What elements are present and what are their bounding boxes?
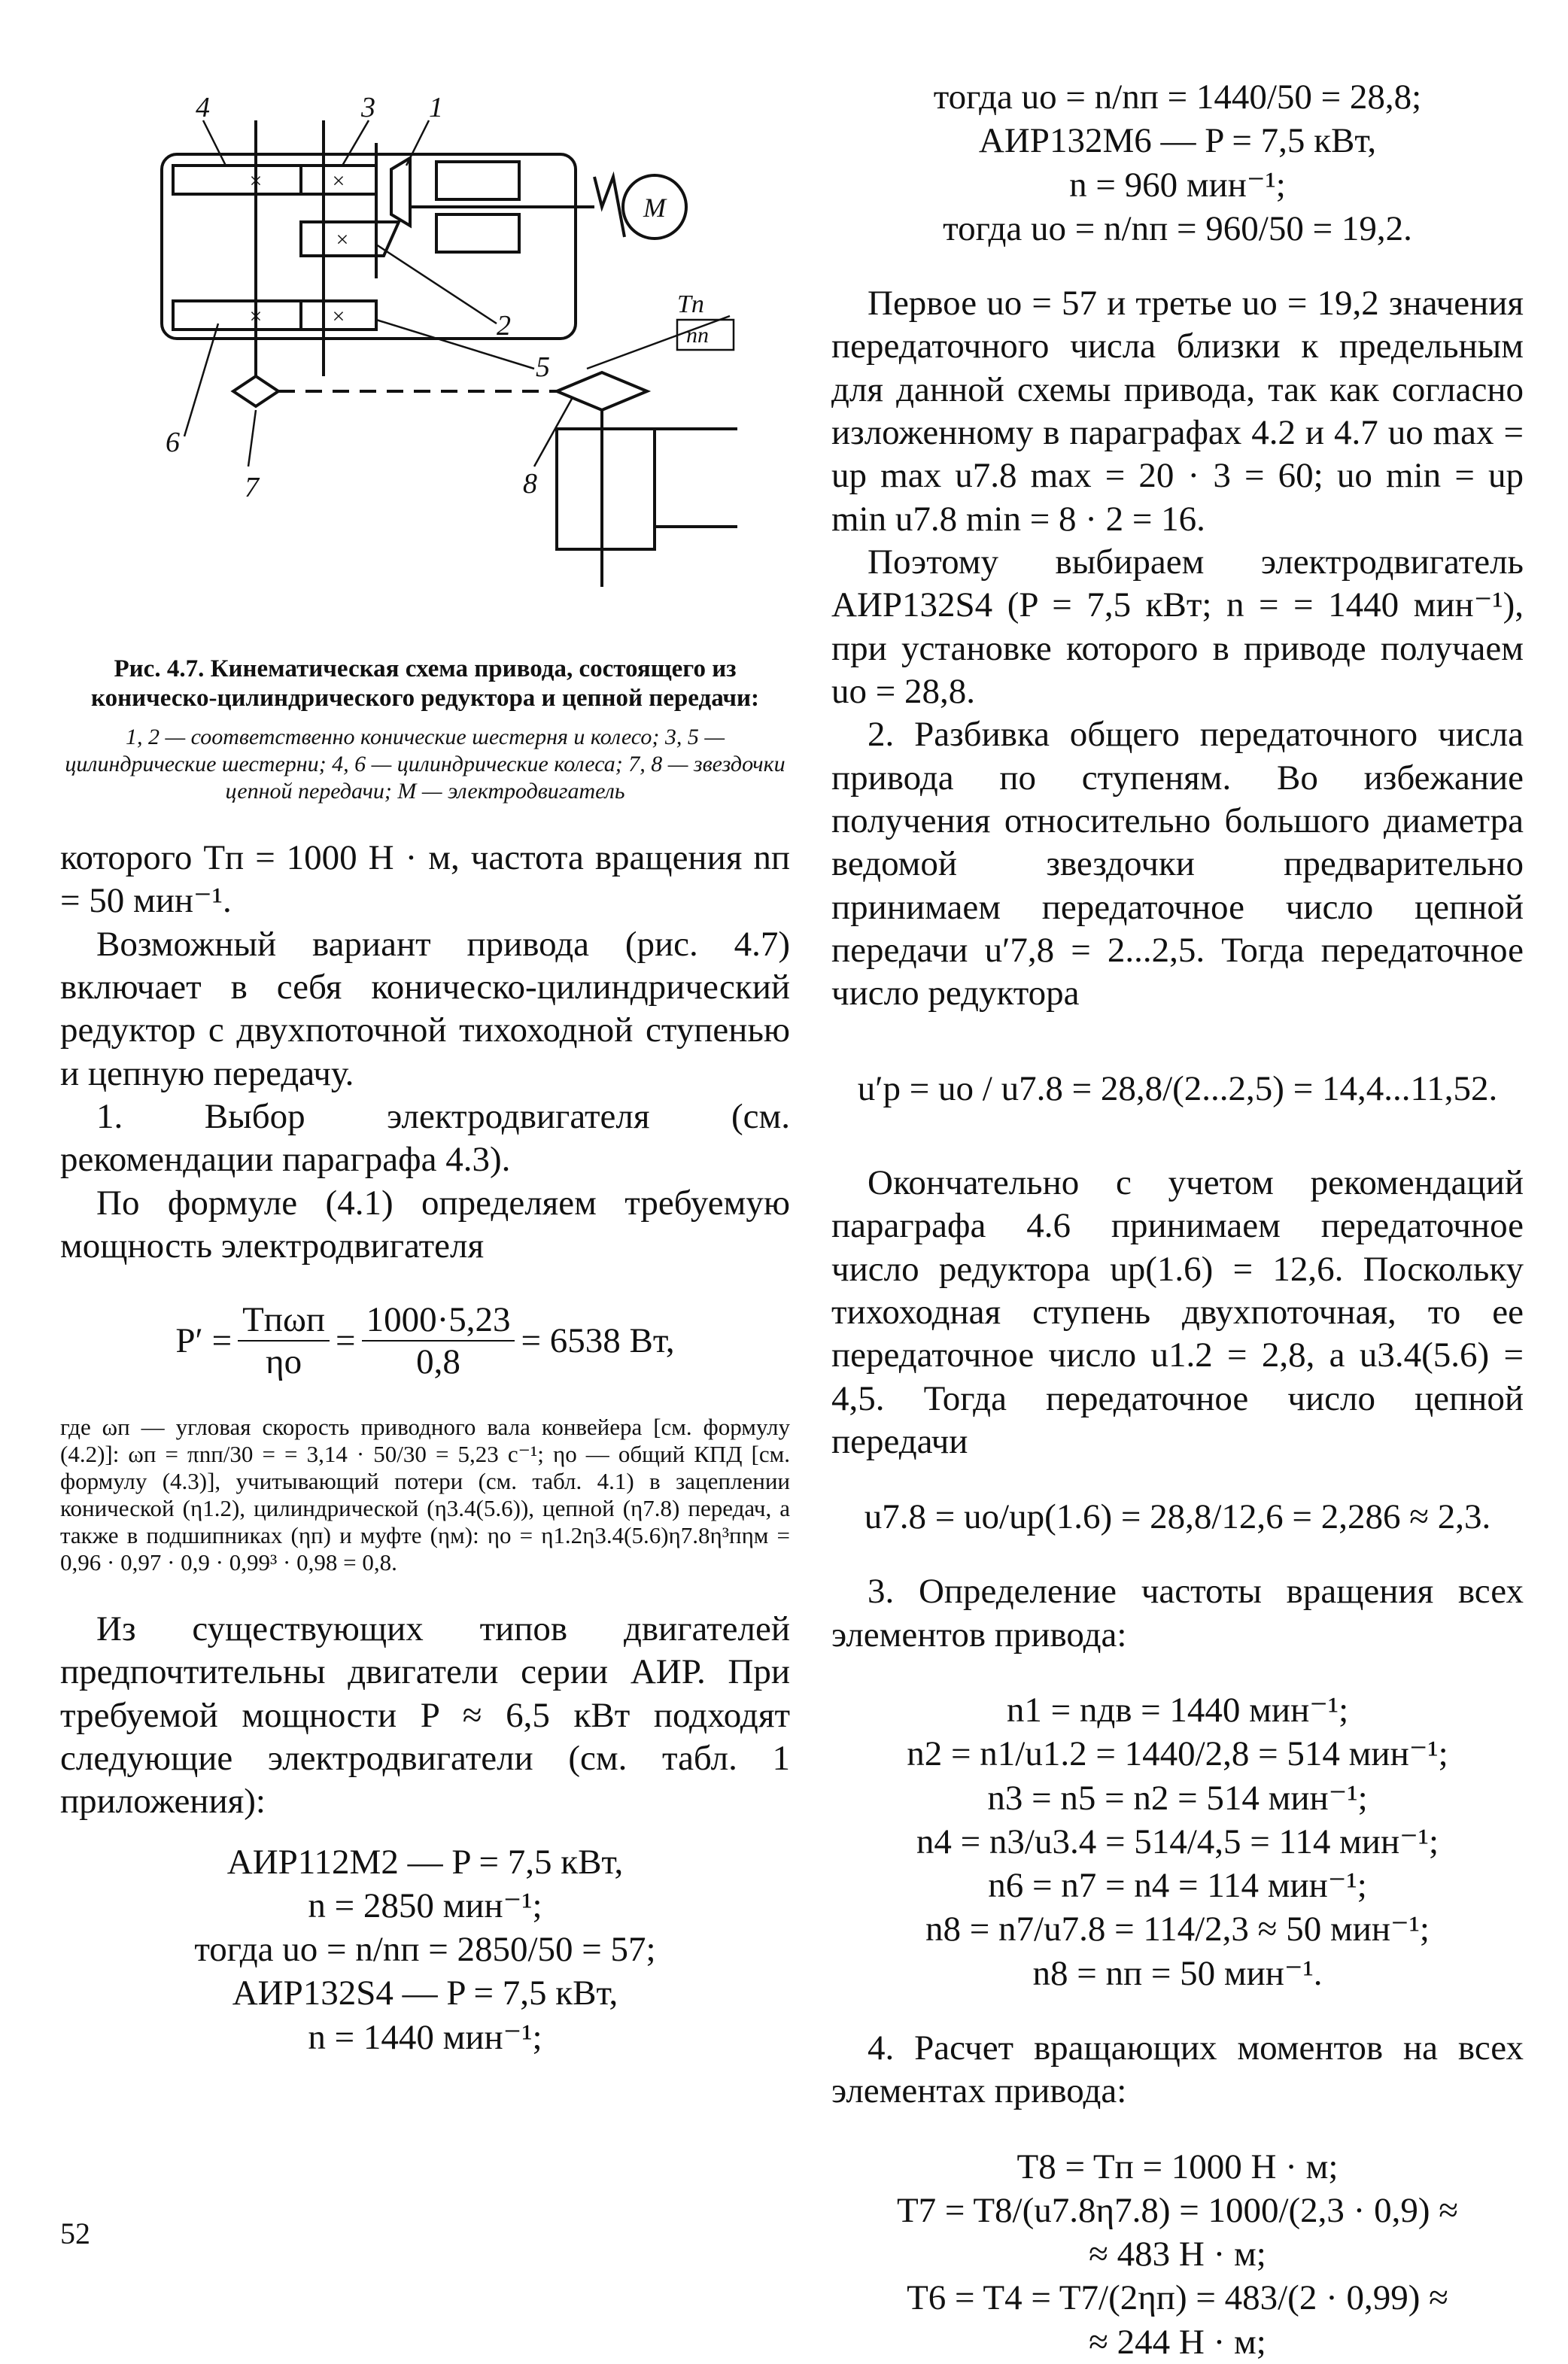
figure-caption-title: Рис. 4.7. Кинематическая схема привода, состоящего из коническо-цилиндрического редуктора и цепной передачи: xyxy=(91,655,759,712)
paragraph: По формуле (4.1) определяем требуемую мощность электродвигателя xyxy=(60,1183,790,1266)
torque-line: T7 = T8/(u7.8η7.8) = 1000/(2,3 · 0,9) ≈ xyxy=(896,2190,1459,2230)
svg-text:×: × xyxy=(332,169,345,193)
eq-den-1: ηо xyxy=(266,1342,302,1382)
label-3: 3 xyxy=(361,92,375,123)
kinematic-diagram xyxy=(75,75,752,647)
paragraph: Из существующих типов двигателей предпочтительны двигатели серии АИР. При требуемой мощности P ≈ 6,5 кВт подходят следующие электродвигатели (см. табл. 1 приложения): xyxy=(60,1609,790,1822)
paragraph: Поэтому выбираем электродвигатель АИР132S4 (P = 7,5 кВт; n = = 1440 мин⁻¹), при установке которого в приводе получаем uо = 28,8. xyxy=(831,542,1524,712)
paragraph: 3. Определение частоты вращения всех элементов привода: xyxy=(831,1572,1524,1654)
page-number: 52 xyxy=(60,2217,90,2250)
footnote-paragraph: где ωп — угловая скорость приводного вала конвейера [см. формулу (4.2)]: ωп = πnп/30 = = 3,14 · 50/30 = 5,23 с⁻¹; ηо — общий КПД [см. формулу (4.3)], учитывающий потери (см. табл. 4.1) в зацеплении конической (η1.2), цилиндрической (η3.4(5.6)), цепной (η7.8) передач, а также в подшипниках (ηп) и муфте (ηм): ηо = η1.2η3.4(5.6)η7.8η³пηм = 0,96 · 0,97 · 0,9 · 0,99³ · 0,98 = 0,8. xyxy=(60,1414,790,1575)
speed-line: n8 = n7/u7.8 = 114/2,3 ≈ 50 мин⁻¹; xyxy=(925,1910,1430,1949)
label-1: 1 xyxy=(429,92,443,123)
speed-line: n3 = n5 = n2 = 514 мин⁻¹; xyxy=(987,1778,1368,1818)
left-column xyxy=(60,75,790,2059)
motor-label: M xyxy=(643,193,666,223)
label-5: 5 xyxy=(536,351,550,383)
svg-text:×: × xyxy=(249,304,263,329)
speed-line: n8 = nп = 50 мин⁻¹. xyxy=(1032,1953,1323,1993)
right-column xyxy=(831,75,1524,2364)
gear-4 xyxy=(173,166,301,194)
motor-option-line: n = 2850 мин⁻¹; xyxy=(308,1885,542,1925)
label-2: 2 xyxy=(497,310,511,342)
label-4: 4 xyxy=(196,92,210,123)
paragraph: Первое uо = 57 и третье uо = 19,2 значения передаточного числа близки к предельным для данной схемы привода, так как согласно изложенному в параграфах 4.2 и 4.7 uо max = uр max u7.8 max = 20 · 3 = 60; uо min = uр min u7.8 min = 8 · 2 = 16. xyxy=(831,284,1524,539)
sprocket-8 xyxy=(557,372,647,410)
eq-num-1: Tпωп xyxy=(238,1299,330,1342)
torque-line: T6 = T4 = T7/(2ηп) = 483/(2 · 0,99) ≈ xyxy=(907,2278,1448,2318)
paragraph: которого Tп = 1000 Н · м, частота вращения nп = 50 мин⁻¹. xyxy=(60,837,790,921)
speed-line: n2 = n1/u1.2 = 1440/2,8 = 514 мин⁻¹; xyxy=(907,1734,1448,1774)
speed-line: n4 = n3/u3.4 = 514/4,5 = 114 мин⁻¹; xyxy=(916,1822,1439,1861)
eq-fraction-1 xyxy=(238,1299,330,1382)
motor-option-line: тогда uо = n/nп = 1440/50 = 28,8; xyxy=(933,77,1422,117)
label-torque: Tп xyxy=(677,290,704,318)
paragraph: 1. Выбор электродвигателя (см. рекомендации параграфа 4.3). xyxy=(60,1096,790,1180)
label-speed: nп xyxy=(686,323,709,348)
figure-caption-legend: 1, 2 — соответственно конические шестерня и колесо; 3, 5 — цилиндрические шестерни; 4, 6 — цилиндрические колеса; 7, 8 — звездочки цепной передачи; М — электродвигатель xyxy=(65,724,786,804)
torque-line: ≈ 244 Н · м; xyxy=(1089,2322,1266,2362)
svg-text:×: × xyxy=(332,304,345,329)
speed-line: n6 = n7 = n4 = 114 мин⁻¹; xyxy=(988,1866,1367,1906)
paragraph: Возможный вариант привода (рис. 4.7) включает в себя коническо-цилиндрический редуктор с двухпоточной тихоходной ступенью и цепную передачу. xyxy=(60,924,790,1093)
motor-option-line: АИР132М6 — P = 7,5 кВт, xyxy=(978,121,1377,161)
label-7: 7 xyxy=(245,472,259,503)
svg-text:×: × xyxy=(249,169,263,193)
torque-line: T8 = Tп = 1000 Н · м; xyxy=(1016,2147,1339,2186)
motor-option-line: АИР112М2 — P = 7,5 кВт, xyxy=(226,1842,624,1882)
paragraph: 2. Разбивка общего передаточного числа привода по ступеням. Во избежание получения относительно большого диаметра ведомой звездочки предварительно принимаем передаточное число цепной передачи u′7,8 = 2...2,5. Тогда передаточное число редуктора xyxy=(831,715,1524,1013)
svg-text:×: × xyxy=(336,227,349,252)
ratio-equation: u′р = uо / u7.8 = 28,8/(2...2,5) = 14,4...11,52. xyxy=(857,1068,1498,1108)
paragraph: Окончательно с учетом рекомендаций параграфа 4.6 принимаем передаточное число редуктора uр(1.6) = 12,6. Поскольку тихоходная ступень двухпоточная, то ее передаточное число u1.2 = 2,8, а u3.4(5.6) = 4,5. Тогда передаточное число цепной передачи xyxy=(831,1162,1524,1461)
gear-6 xyxy=(173,301,301,330)
motor-option-line: АИР132S4 — P = 7,5 кВт, xyxy=(232,1974,618,2013)
sprocket-7 xyxy=(233,376,278,406)
bevel-pinion-1 xyxy=(391,158,410,226)
paragraph: 4. Расчет вращающих моментов на всех элементах привода: xyxy=(831,2028,1524,2111)
eq-num-2: 1000·5,23 xyxy=(362,1299,515,1342)
motor-option-line: тогда uо = n/nп = 2850/50 = 57; xyxy=(194,1930,656,1970)
eq-den-2: 0,8 xyxy=(416,1342,460,1382)
power-equation: P′ = $\frac{\text{Tпωп}}{\eta о}$ = $\frac{1000\cdot 5,23}{0,8}$ = 6538 Вт, xyxy=(175,1300,675,1382)
kinematic-schematic-svg xyxy=(75,75,752,647)
torque-line: ≈ 483 Н · м; xyxy=(1089,2235,1266,2274)
eq-fraction-2 xyxy=(362,1299,515,1382)
motor-option-line: n = 1440 мин⁻¹; xyxy=(308,2017,542,2057)
chain-ratio-equation: u7.8 = uо/uр(1.6) = 28,8/12,6 = 2,286 ≈ 2,3. xyxy=(864,1497,1491,1537)
motor-option-line: тогда uо = n/nп = 960/50 = 19,2. xyxy=(943,208,1412,248)
motor-option-line: n = 960 мин⁻¹; xyxy=(1069,165,1286,205)
speed-line: n1 = nдв = 1440 мин⁻¹; xyxy=(1006,1691,1349,1730)
eq-lhs: P′ = xyxy=(175,1321,232,1361)
eq-rhs: = 6538 Вт, xyxy=(521,1321,675,1361)
label-6: 6 xyxy=(166,427,180,458)
label-8: 8 xyxy=(523,468,537,500)
